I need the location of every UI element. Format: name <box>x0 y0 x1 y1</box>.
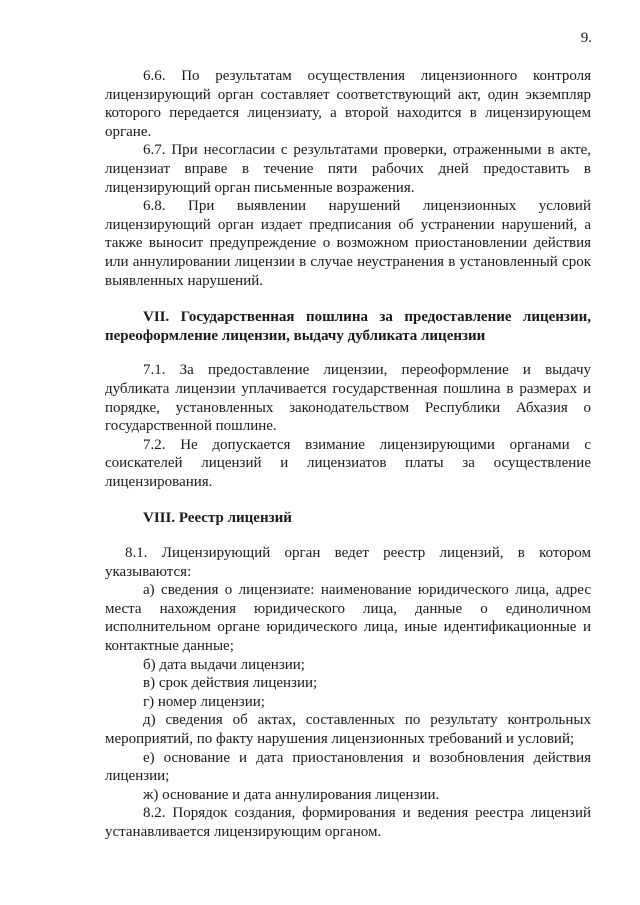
paragraph-7-2: 7.2. Не допускается взимание лицензирующими органами с соискателей лицензий и лицензиатов платы за осуществление лицензирования. <box>105 436 591 490</box>
page-number: 9. <box>580 30 592 46</box>
list-item-d: д) сведения об актах, составленных по результату контрольных мероприятий, по факту нарушения лицензионных требований и условий; <box>105 712 591 747</box>
list-item-g: г) номер лицензии; <box>143 693 265 710</box>
paragraph-6-6: 6.6. По результатам осуществления лицензионного контроля лицензирующий орган составляет соответствующий акт, один экземпляр которого передается лицензиату, а второй находится в лицензирующем органе. <box>105 68 591 140</box>
document-body <box>105 67 591 842</box>
section-heading-7: VII. Государственная пошлина за предоставление лицензии, переоформление лицензии, выдачу дубликата лицензии <box>105 309 591 344</box>
list-item-b: б) дата выдачи лицензии; <box>143 656 305 673</box>
list-item-e: е) основание и дата приостановления и возобновления действия лицензии; <box>105 749 591 785</box>
list-item-zh: ж) основание и дата аннулирования лицензии. <box>143 786 440 803</box>
paragraph-8-1: 8.1. Лицензирующий орган ведет реестр лицензий, в котором указываются: <box>105 545 591 580</box>
paragraph-8-2: 8.2. Порядок создания, формирования и ведения реестра лицензий устанавливается лицензирующим органом. <box>105 805 591 840</box>
list-item-a: а) сведения о лицензиате: наименование юридического лица, адрес места нахождения юридического лица, данные о единоличном исполнительном органе юридического лица, иные идентификационные и контактные данные; <box>105 582 591 655</box>
list-item-v: в) срок действия лицензии; <box>143 675 318 692</box>
paragraph-7-1: 7.1. За предоставление лицензии, переоформление и выдачу дубликата лицензии уплачивается государственная пошлина в размерах и порядке, установленных законодательством Республики Абхазия о государственной пошлине. <box>105 362 591 435</box>
section-heading-8: VIII. Реестр лицензий <box>143 510 292 527</box>
paragraph-6-7: 6.7. При несогласии с результатами проверки, отраженными в акте, лицензиат вправе в течение пяти рабочих дней предоставить в лицензирующий орган письменные возражения. <box>105 142 591 196</box>
paragraph-6-8: 6.8. При выявлении нарушений лицензионных условий лицензирующий орган издает предписания об устранении нарушений, а также выносит предупреждение о возможном приостановлении действия или аннулировании лицензии в случае неустранения в установленный срок выявленных нарушений. <box>105 198 591 289</box>
